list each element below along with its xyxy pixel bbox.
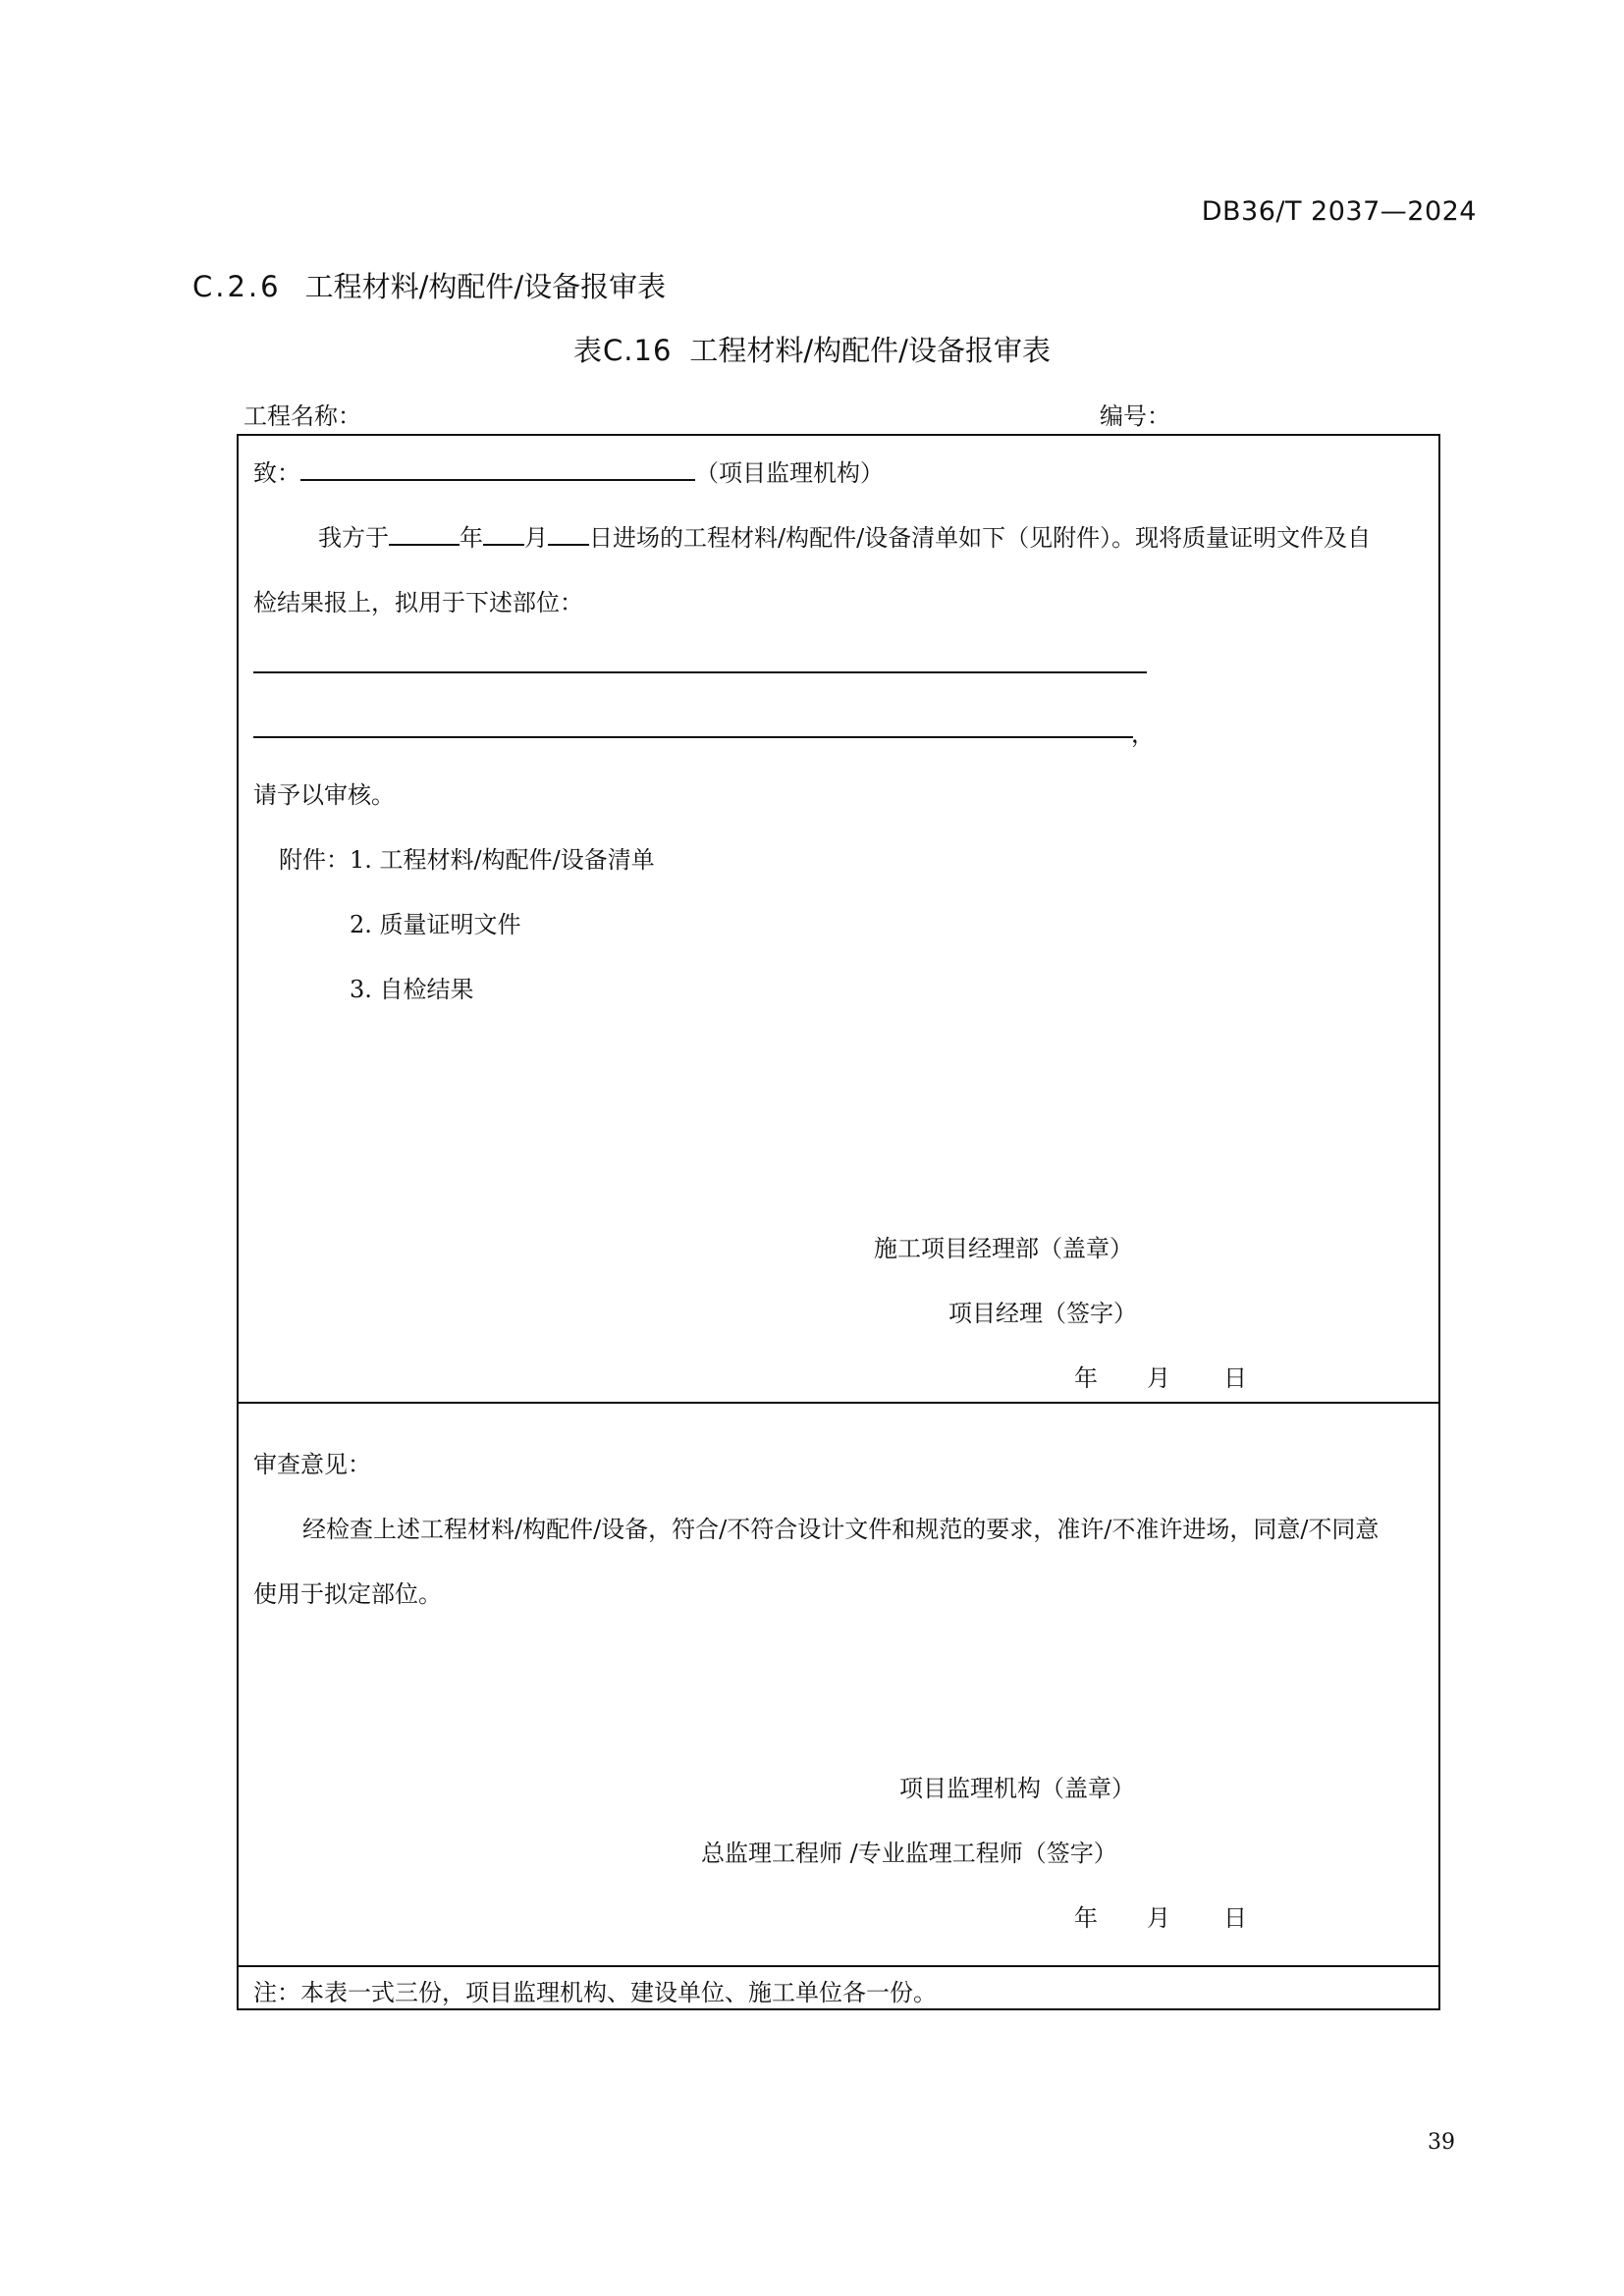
year-unit: 年 [460, 524, 483, 552]
supervision-seal-label: 项目监理机构（盖章） [899, 1775, 1135, 1802]
contractor-seal-label: 施工项目经理部（盖章） [874, 1235, 1133, 1262]
review-section [237, 1402, 1440, 1967]
intro-prefix: 我方于 [318, 524, 389, 552]
entry-month-field[interactable] [483, 522, 524, 546]
intro-rest: 日进场的工程材料/构配件/设备清单如下（见附件）。现将质量证明文件及自 [589, 524, 1372, 552]
attachment-item: 3. 自检结果 [350, 976, 474, 1003]
standard-code: DB36/T 2037—2024 [1201, 196, 1477, 227]
engineer-sign-label: 总监理工程师 /专业监理工程师（签字） [701, 1840, 1117, 1867]
entry-year-field[interactable] [389, 522, 460, 546]
attachments-label: 附件： [279, 846, 350, 874]
attachment-item: 2. 质量证明文件 [350, 911, 521, 938]
application-date-day: 日 [1223, 1364, 1247, 1392]
table-caption-number: 表C.16 [573, 334, 673, 367]
location-comma: ， [1131, 721, 1155, 748]
review-line-2: 使用于拟定部位。 [253, 1580, 442, 1608]
table-caption-title: 工程材料/构配件/设备报审表 [689, 334, 1051, 367]
review-date-year: 年 [1074, 1904, 1098, 1932]
addressee-line [253, 454, 884, 488]
review-date-day: 日 [1223, 1904, 1247, 1932]
review-line-1: 经检查上述工程材料/构配件/设备，符合/不符合设计文件和规范的要求，准许/不准许进场，同意/不同意 [302, 1516, 1380, 1543]
section-number: C.2.6 [192, 270, 282, 303]
application-date-year: 年 [1074, 1364, 1098, 1392]
project-name-label: 工程名称： [244, 402, 361, 430]
section-title: 工程材料/构配件/设备报审表 [304, 270, 667, 303]
to-label: 致： [253, 459, 300, 487]
review-date-month: 月 [1147, 1904, 1170, 1932]
application-date-month: 月 [1147, 1364, 1170, 1392]
form-number-label: 编号： [1100, 402, 1170, 430]
to-suffix: （项目监理机构） [695, 459, 884, 487]
intro-line-2: 检结果报上，拟用于下述部位： [253, 589, 583, 616]
page-number: 39 [1428, 2130, 1455, 2155]
month-unit: 月 [524, 524, 548, 552]
request-text: 请予以审核。 [253, 781, 395, 809]
location-line-2[interactable] [253, 736, 1133, 738]
section-heading [192, 265, 666, 305]
review-label: 审查意见： [253, 1451, 371, 1478]
location-line-1[interactable] [253, 671, 1147, 673]
manager-sign-label: 项目经理（签字） [948, 1300, 1137, 1327]
addressee-field[interactable] [300, 457, 695, 481]
note-text: 注：本表一式三份，项目监理机构、建设单位、施工单位各一份。 [253, 1979, 937, 2006]
attachment-item: 1. 工程材料/构配件/设备清单 [350, 846, 655, 874]
intro-line-1 [318, 518, 1371, 553]
table-caption [0, 329, 1624, 369]
entry-day-field[interactable] [548, 522, 589, 546]
